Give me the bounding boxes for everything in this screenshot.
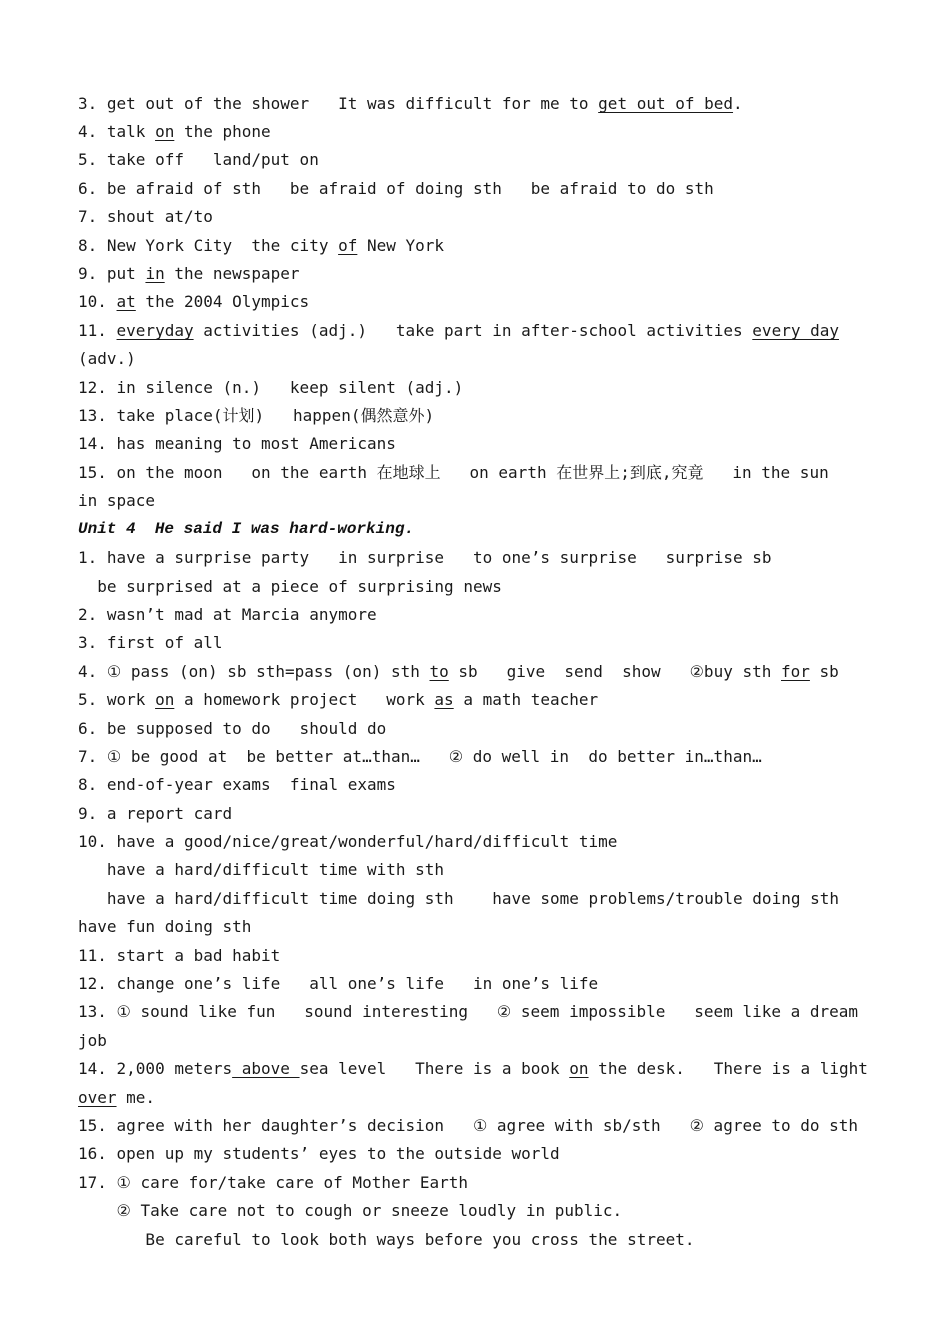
text-line — [78, 743, 878, 771]
text-line — [78, 1140, 878, 1168]
text-line — [78, 1027, 878, 1055]
line-text: 14. has meaning to most Americans — [78, 434, 396, 453]
line-text: the phone — [174, 122, 271, 141]
text-line — [78, 90, 878, 118]
line-text: New York — [357, 236, 445, 255]
text-line — [78, 1055, 878, 1083]
underlined-phrase: everyday — [116, 321, 194, 340]
text-line — [78, 658, 878, 686]
line-text: 10. — [78, 292, 117, 311]
line-text: in space — [78, 491, 156, 510]
text-line — [78, 1226, 878, 1254]
underlined-phrase: on — [155, 690, 175, 709]
text-line — [78, 828, 878, 856]
text-line — [78, 317, 878, 345]
line-text: 3. first of all — [78, 633, 223, 652]
text-line — [78, 345, 878, 373]
text-line — [78, 800, 878, 828]
line-text: a homework project work — [174, 690, 435, 709]
line-text: 12. in silence (n.) keep silent (adj.) — [78, 378, 464, 397]
text-line — [78, 402, 878, 430]
text-line — [78, 970, 878, 998]
line-text: 7. ① be good at be better at…than… ② do well in do better in…than… — [78, 747, 762, 766]
line-text: 8. end-of-year exams final exams — [78, 775, 396, 794]
line-text: sea level There is a book — [299, 1059, 570, 1078]
line-text: (adv.) — [78, 349, 136, 368]
line-text: 13. take place(计划) happen(偶然意外) — [78, 406, 435, 425]
line-text: 6. be supposed to do should do — [78, 719, 387, 738]
text-line — [78, 459, 878, 487]
line-text: 14. 2,000 meters — [78, 1059, 233, 1078]
text-line — [78, 573, 878, 601]
text-line — [78, 629, 878, 657]
line-text: me. — [116, 1088, 156, 1107]
text-line — [78, 175, 878, 203]
underlined-phrase: every day — [752, 321, 839, 340]
line-text: 13. ① sound like fun sound interesting ② seem impossible seem like a dream — [78, 1002, 859, 1021]
text-line — [78, 601, 878, 629]
text-line — [78, 430, 878, 458]
text-line — [78, 998, 878, 1026]
line-text: 4. ① pass (on) sb sth=pass (on) sth — [78, 662, 430, 681]
line-text: the newspaper — [164, 264, 300, 283]
line-text: ② Take care not to cough or sneeze loudly in public. — [78, 1201, 623, 1220]
line-text: 15. agree with her daughter’s decision ① agree with sb/sth ② agree to do sth — [78, 1116, 859, 1135]
line-text: 1. have a surprise party in surprise to one’s surprise surprise sb — [78, 548, 772, 567]
line-text: have fun doing sth — [78, 917, 252, 936]
line-text: a math teacher — [453, 690, 599, 709]
line-text: 8. New York City the city — [78, 236, 339, 255]
line-text: Be careful to look both ways before you cross the street. — [78, 1230, 695, 1249]
underlined-phrase: in — [145, 264, 165, 283]
line-text: 15. on the moon on the earth 在地球上 on earth 在世界上;到底,究竟 in the sun — [78, 463, 829, 482]
underlined-phrase: as — [434, 690, 454, 709]
line-text: 5. take off land/put on — [78, 150, 319, 169]
line-text: 9. a report card — [78, 804, 233, 823]
line-text: 16. open up my students’ eyes to the outside world — [78, 1144, 560, 1163]
text-line — [78, 715, 878, 743]
line-text: 4. talk — [78, 122, 156, 141]
text-line — [78, 771, 878, 799]
line-text: 11. — [78, 321, 117, 340]
underlined-phrase: on — [569, 1059, 589, 1078]
section-heading — [78, 515, 878, 543]
line-text: 12. change one’s life all one’s life in one’s life — [78, 974, 599, 993]
line-text: sb — [809, 662, 839, 681]
text-line — [78, 1197, 878, 1225]
text-line — [78, 885, 878, 913]
text-line — [78, 487, 878, 515]
underlined-phrase: at — [116, 292, 136, 311]
text-line — [78, 288, 878, 316]
underlined-phrase: on — [155, 122, 175, 141]
line-text: 7. shout at/to — [78, 207, 213, 226]
text-line — [78, 913, 878, 941]
text-line — [78, 686, 878, 714]
line-text: 3. get out of the shower It was difficult for me to — [78, 94, 599, 113]
line-text: activities (adj.) take part in after-school activities — [193, 321, 753, 340]
text-line — [78, 232, 878, 260]
underlined-phrase: get out of bed — [598, 94, 734, 113]
line-text: 10. have a good/nice/great/wonderful/hard/difficult time — [78, 832, 618, 851]
line-text: the 2004 Olympics — [135, 292, 310, 311]
line-text: job — [78, 1031, 107, 1050]
line-text: have a hard/difficult time with sth — [78, 860, 445, 879]
line-text: 2. wasn’t mad at Marcia anymore — [78, 605, 377, 624]
line-text: . — [733, 94, 743, 113]
line-text: have a hard/difficult time doing sth have some problems/trouble doing sth — [78, 889, 839, 908]
text-line — [78, 203, 878, 231]
underlined-phrase: of — [338, 236, 358, 255]
line-text: Unit 4 He said I was hard-working. — [78, 520, 415, 538]
text-line — [78, 1112, 878, 1140]
text-line — [78, 1169, 878, 1197]
line-text: be surprised at a piece of surprising news — [78, 577, 502, 596]
underlined-phrase: for — [781, 662, 810, 681]
text-line — [78, 942, 878, 970]
text-line — [78, 118, 878, 146]
text-line — [78, 146, 878, 174]
line-text: 11. start a bad habit — [78, 946, 281, 965]
text-line — [78, 374, 878, 402]
underlined-phrase: to — [429, 662, 449, 681]
line-text: sb give send show ②buy sth — [448, 662, 781, 681]
line-text: 6. be afraid of sth be afraid of doing sth be afraid to do sth — [78, 179, 714, 198]
text-line — [78, 856, 878, 884]
line-text: the desk. There is a light — [588, 1059, 868, 1078]
text-line — [78, 544, 878, 572]
underlined-phrase: over — [78, 1088, 117, 1107]
text-line — [78, 1084, 878, 1112]
text-line — [78, 260, 878, 288]
line-text: 5. work — [78, 690, 156, 709]
underlined-phrase: above — [232, 1059, 300, 1078]
line-text: 17. ① care for/take care of Mother Earth — [78, 1173, 469, 1192]
line-text: 9. put — [78, 264, 146, 283]
